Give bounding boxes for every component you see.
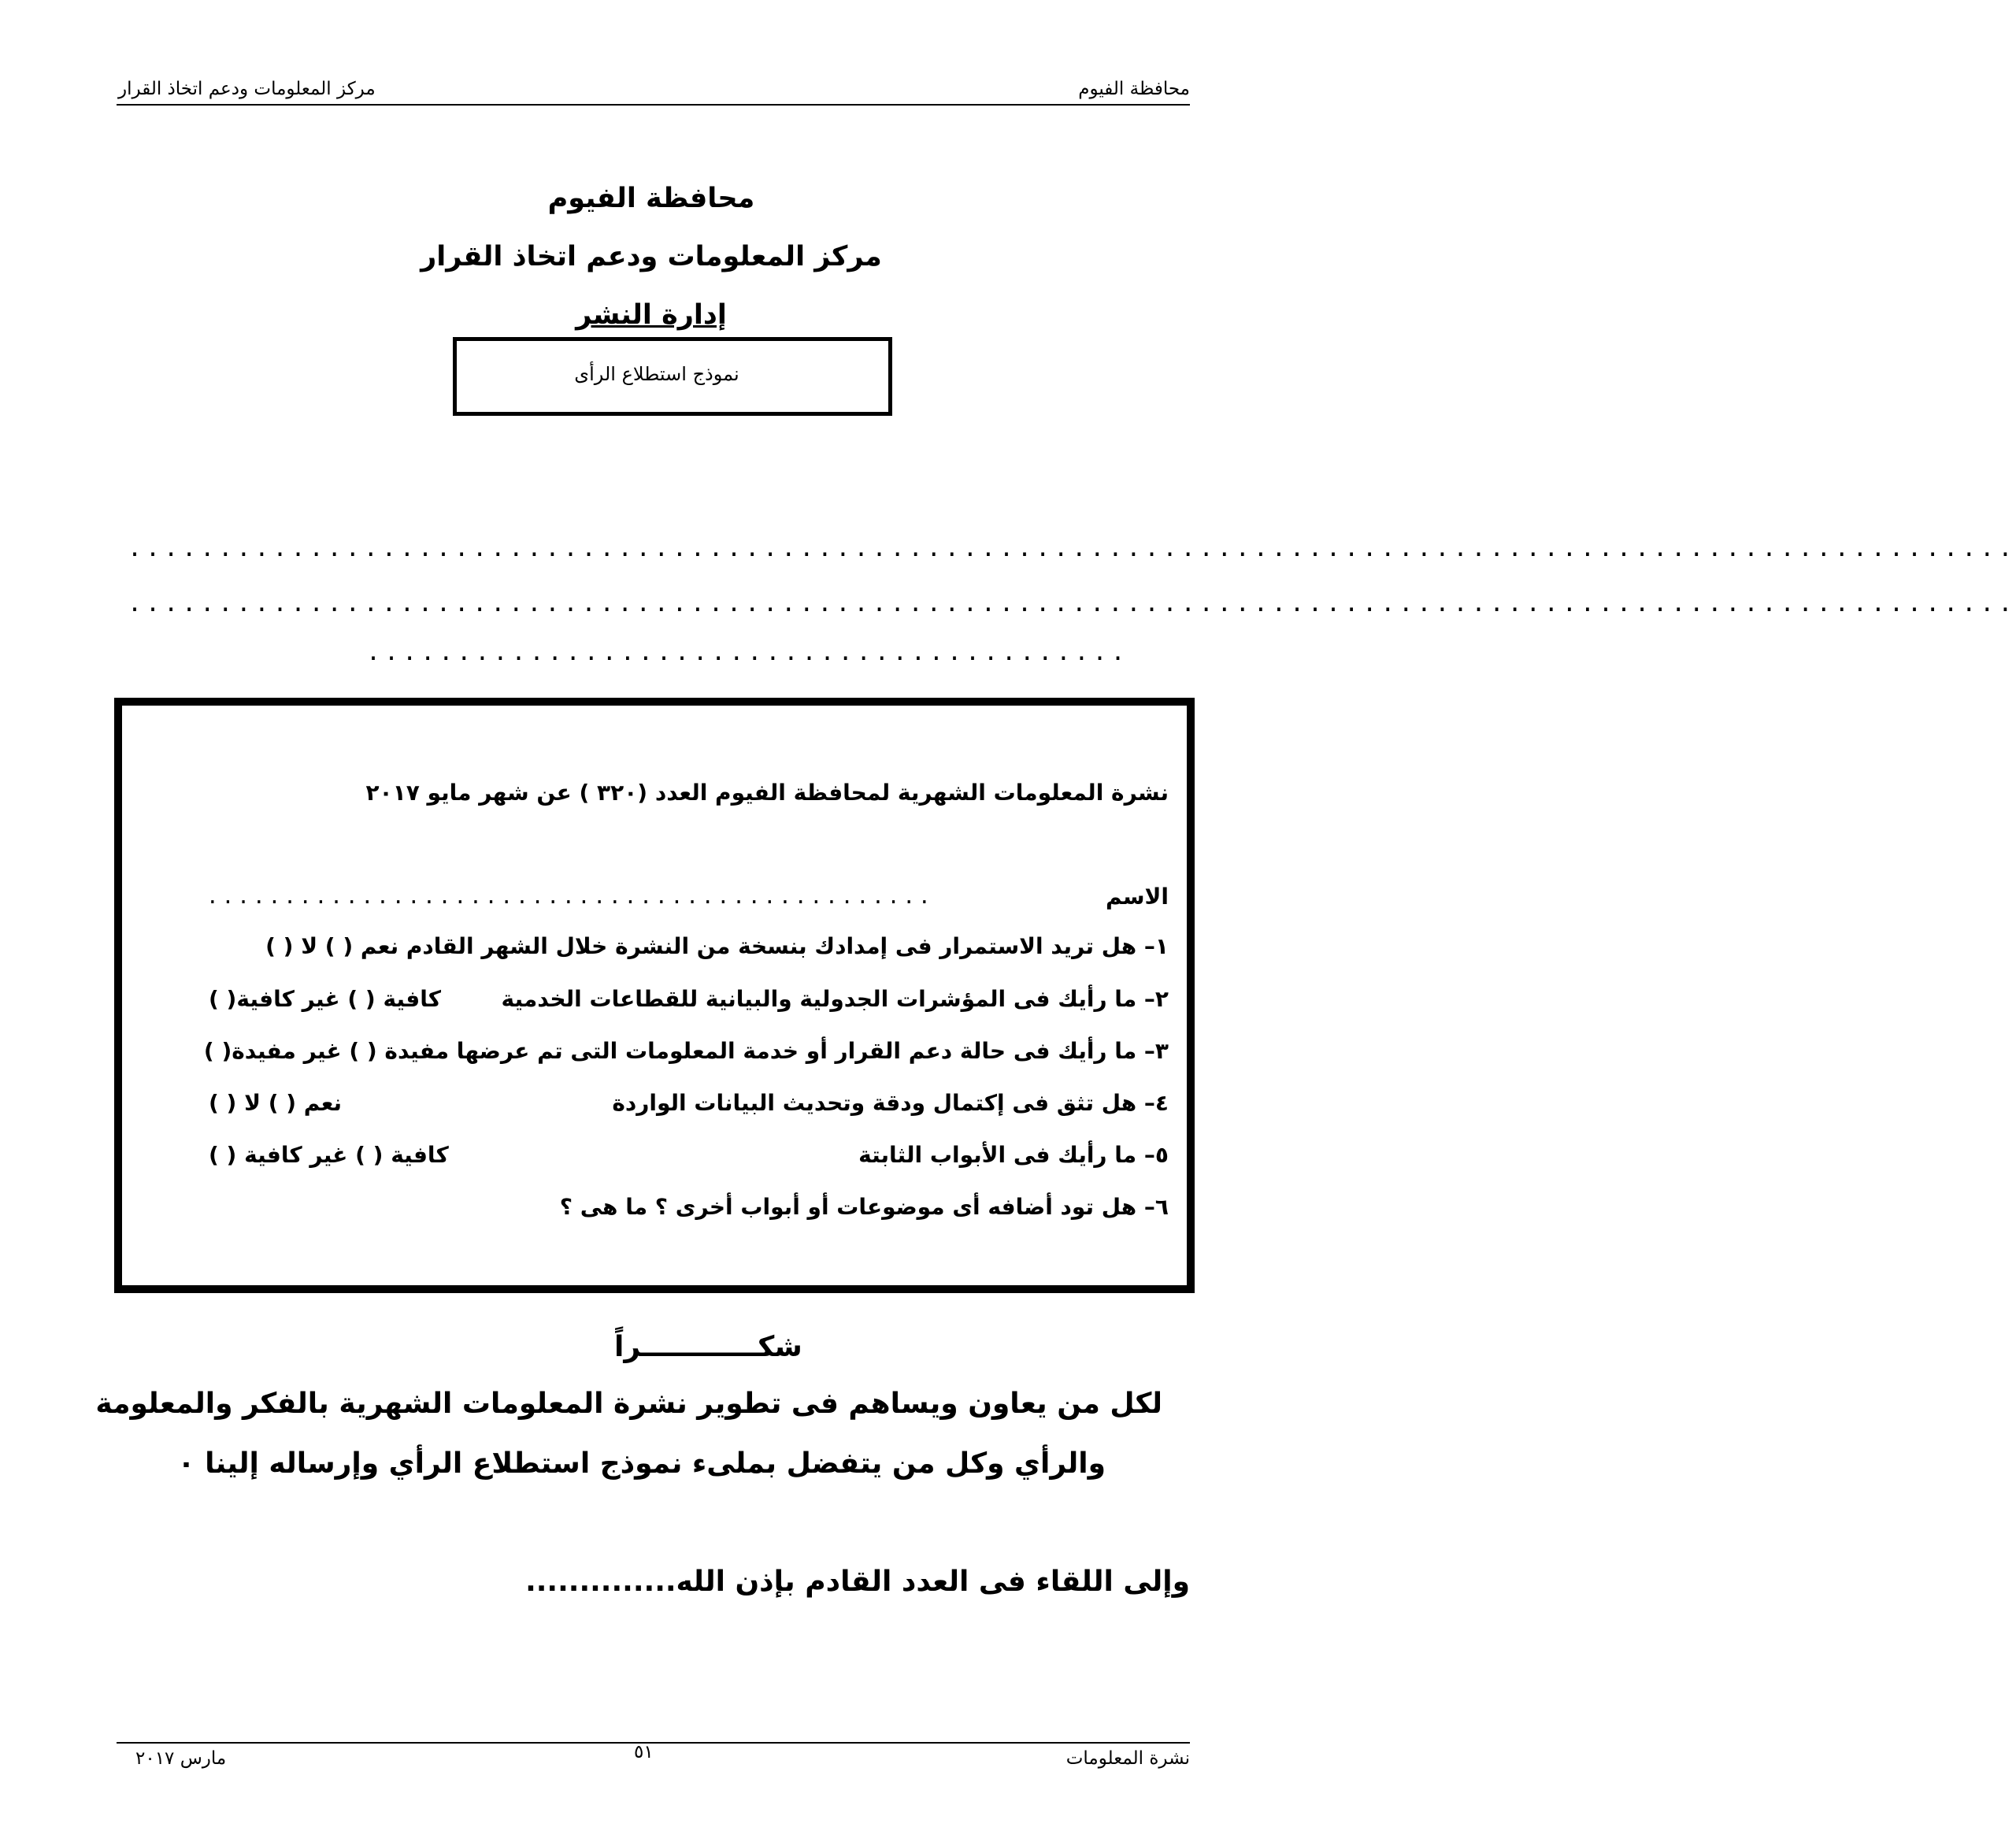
governorate-title: محافظة الفيوم <box>547 183 755 214</box>
question-1: ١– هل تريد الاستمرار فى إمدادك بنسخة من النشرة خلال الشهر القادم نعم ( ) لا ( ) <box>265 933 1169 959</box>
thanks-line-2: والرأي وكل من يتفضل بملىء نموذج استطلاع الرأي وإرساله إلينا ٠ <box>177 1447 1106 1480</box>
header-governorate: محافظة الفيوم <box>1078 79 1190 99</box>
header-rule <box>117 104 1190 106</box>
dotted-line-2: ........................................................................................................ <box>128 590 2016 617</box>
thanks-line-1: لكل من يعاون ويساهم فى تطوير نشرة المعلومات الشهرية بالفكر والمعلومة <box>95 1388 1162 1420</box>
question-4-options[interactable]: نعم ( ) لا ( ) <box>209 1090 343 1116</box>
question-2-options[interactable]: كافية ( ) غير كافية( ) <box>209 986 441 1012</box>
question-6: ٦– هل تود أضافه أى موضوعات أو أبواب أخرى ؟ ما هى ؟ <box>559 1194 1169 1220</box>
header-center-name: مركز المعلومات ودعم اتخاذ القرار <box>118 79 376 99</box>
page-number: ٥١ <box>634 1742 654 1762</box>
center-title: مركز المعلومات ودعم اتخاذ القرار <box>421 241 882 272</box>
footer-publication: نشرة المعلومات <box>1065 1748 1190 1769</box>
question-5: ٥– ما رأيك فى الأبواب الثابتة <box>858 1142 1169 1168</box>
question-4: ٤– هل تثق فى إكتمال ودقة وتحديث البيانات الواردة <box>612 1090 1169 1116</box>
department-title: إدارة النشر <box>576 299 727 331</box>
footer-date: مارس ٢٠١٧ <box>135 1748 227 1769</box>
dotted-line-1: ........................................................................................................ <box>128 535 2016 562</box>
thanks-title: شكــــــــــــراً <box>614 1331 802 1363</box>
dotted-line-3: .......................................... <box>366 639 1129 666</box>
name-label: الاسم <box>1106 884 1169 910</box>
question-5-options[interactable]: كافية ( ) غير كافية ( ) <box>209 1142 449 1168</box>
farewell-line: وإلى اللقاء فى العدد القادم بإذن الله.............. <box>525 1566 1190 1598</box>
form-title: نموذج استطلاع الرأى <box>574 363 739 385</box>
name-input-line[interactable]: ............................................... <box>206 885 934 909</box>
form-title-box <box>453 337 892 416</box>
question-2: ٢– ما رأيك فى المؤشرات الجدولية والبيانية للقطاعات الخدمية <box>501 986 1169 1012</box>
question-3: ٣– ما رأيك فى حالة دعم القرار أو خدمة المعلومات التى تم عرضها مفيدة ( ) غير مفيدة( ) <box>203 1038 1169 1064</box>
survey-heading: نشرة المعلومات الشهرية لمحافظة الفيوم العدد (٣٢٠ ) عن شهر مايو ٢٠١٧ <box>365 780 1169 806</box>
